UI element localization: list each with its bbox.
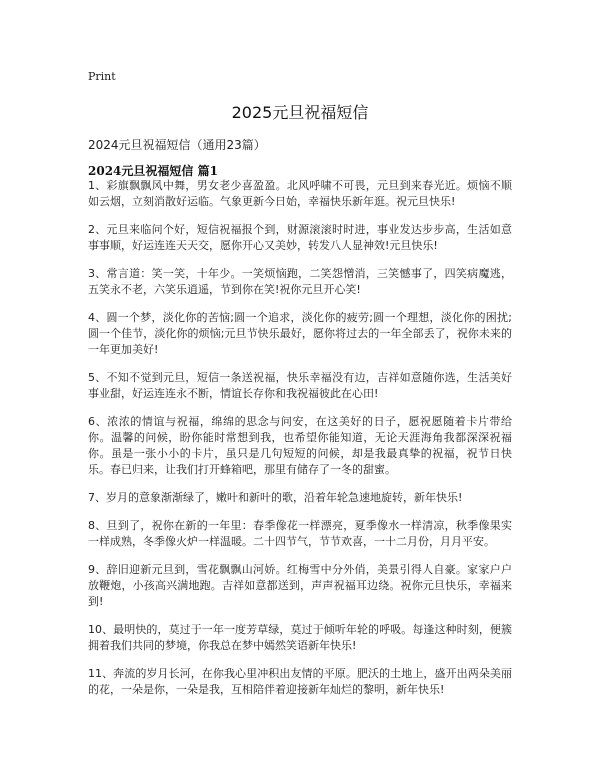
paragraph-10: 10、最明快的，莫过于一年一度芳草绿，莫过于倾听年轮的呼吸。每逢这种时刻，便簇拥着我们共同的梦境，你我总在梦中嫣然笑语新年快乐! [88, 623, 512, 652]
paragraph-3: 3、常言道：笑一笑，十年少。一笑烦恼跑，二笑怨憎消，三笑憾事了，四笑病魔逃，五笑永不老，六笑乐逍遥，节到你在笑!祝你元旦开心笑! [88, 267, 512, 296]
section-heading: 2024元旦祝福短信 篇1 [88, 164, 218, 178]
paragraph-6: 6、浓浓的情谊与祝福，绵绵的思念与问安，在这美好的日子，愿祝愿随着卡片带给你。温馨的问候，盼你能时常想到我，也希望你能知道，无论天涯海角我都深深祝福你。虽是一张小小的卡片，虽只是几句短短的问候，却是我最真挚的祝福，祝节日快乐。春已归来，让我们打开蜂箱吧，那里有储存了一冬的甜蜜。 [88, 415, 512, 476]
paragraph-9: 9、辞旧迎新元旦到，雪花飘飘山河娇。红梅雪中分外俏，美景引得人自豪。家家户户放鞭炮，小孩高兴满地跑。吉祥如意都送到，声声祝福耳边绕。祝你元旦快乐，幸福来到! [88, 563, 512, 608]
paragraph-1: 1、彩旗飘飘风中舞，男女老少喜盈盈。北风呼啸不可畏，元旦到来春光近。烦恼不顺如云烟，立刻消散好运临。气象更新今日始，幸福快乐新年逛。祝元旦快乐! [88, 179, 512, 208]
paragraph-2: 2、元旦来临问个好，短信祝福报个到，财源滚滚时时进，事业发达步步高，生活如意事事顺，好运连连天天交，愿你开心又美妙，转发八人显神效!元旦快乐! [88, 223, 512, 252]
paragraph-list [88, 178, 512, 710]
paragraph-11: 11、奔流的岁月长河，在你我心里冲积出友情的平原。肥沃的土地上，盛开出两朵美丽的花，一朵是你，一朵是我，互相陪伴着迎接新年灿烂的黎明，新年快乐! [88, 667, 512, 696]
document-title: 2025元旦祝福短信 [231, 103, 369, 122]
paragraph-5: 5、不知不觉到元旦，短信一条送祝福，快乐幸福没有边，吉祥如意随你选，生活美好事业甜，好运连连永不断，情谊长存你和我祝福彼此在心田! [88, 371, 512, 400]
paragraph-8: 8、旦到了，祝你在新的一年里：春季像花一样漂亮，夏季像水一样清凉，秋季像果实一样成熟，冬季像火炉一样温暖。二十四节气，节节欢喜，一十二月份，月月平安。 [88, 519, 512, 548]
document-subtitle: 2024元旦祝福短信（通用23篇） [88, 138, 266, 152]
paragraph-7: 7、岁月的意象渐渐绿了，嫩叶和新叶的歌，沿着年轮急速地旋转，新年快乐! [88, 491, 463, 504]
print-link[interactable]: Print [88, 70, 116, 83]
paragraph-4: 4、圆一个梦，淡化你的苦恼;圆一个追求，淡化你的疲劳;圆一个理想，淡化你的困扰;圆一个佳节，淡化你的烦恼;元旦节快乐最好，愿你将过去的一年全部丢了，祝你未来的一年更加美好! [88, 311, 512, 356]
